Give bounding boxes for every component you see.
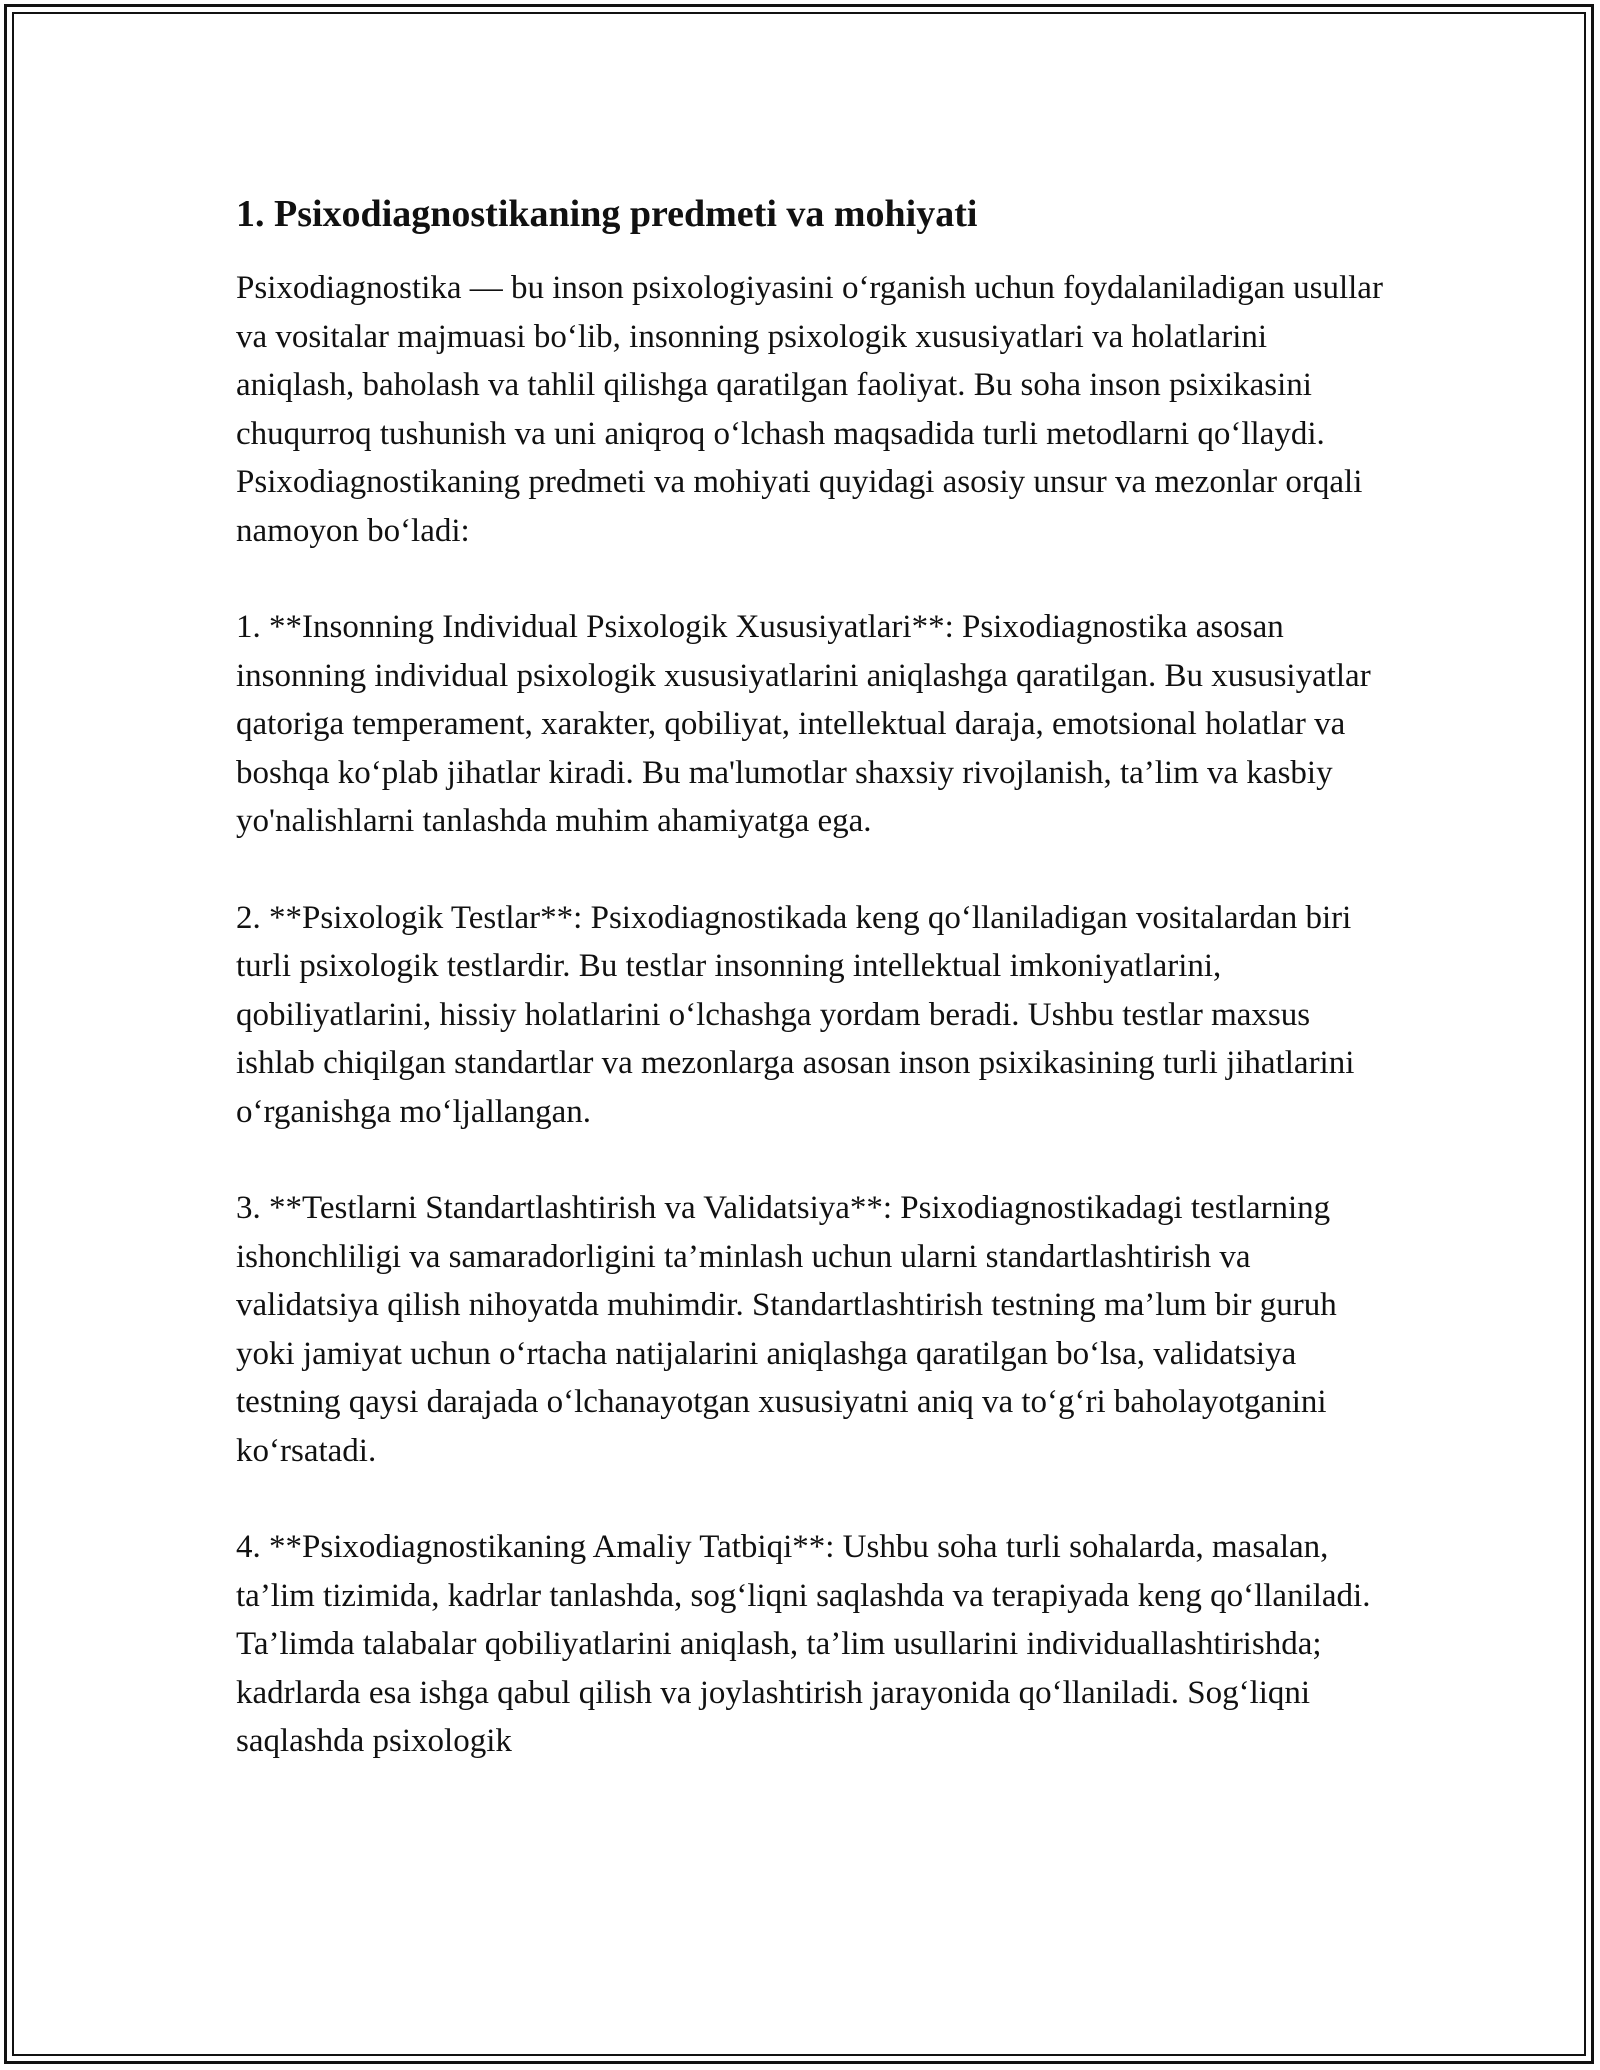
list-item-1-paragraph: 1. **Insonning Individual Psixologik Xususiyatlari**: Psixodiagnostika asosan insonning individual psixologik xususiyatlarini aniqlashga qaratilgan. Bu xususiyatlar qatoriga temperament, xarakter, qobiliyat, intellektual daraja, emotsional holatlar va boshqa ko‘plab jihatlar kiradi. Bu ma'lumotlar shaxsiy rivojlanish, ta’lim va kasbiy yo'nalishlarni tanlashda muhim ahamiyatga ega. xyxy=(236,609,1371,839)
section-heading: 1. Psixodiagnostikaning predmeti va mohiyati xyxy=(236,193,978,235)
intro-paragraph: Psixodiagnostika — bu inson psixologiyasini o‘rganish uchun foydalaniladigan usullar va vositalar majmuasi bo‘lib, insonning psixologik xususiyatlari va holatlarini aniqlash, baholash va tahlil qilishga qaratilgan faoliyat. Bu soha inson psixikasini chuqurroq tushunish va uni aniqroq o‘lchash maqsadida turli metodlarni qo‘llaydi. Psixodiagnostikaning predmeti va mohiyati quyidagi asosiy unsur va mezonlar orqali namoyon bo‘ladi: xyxy=(236,270,1383,549)
document-page xyxy=(236,190,1386,1814)
list-item-3-paragraph: 3. **Testlarni Standartlashtirish va Validatsiya**: Psixodiagnostikadagi testlarning ishonchliligi va samaradorligini ta’minlash uchun ularni standartlashtirish va validatsiya qilish nihoyatda muhimdir. Standartlashtirish testning ma’lum bir guruh yoki jamiyat uchun o‘rtacha natijalarini aniqlashga qaratilgan bo‘lsa, validatsiya testning qaysi darajada o‘lchanayotgan xususiyatni aniq va to‘g‘ri baholayotganini ko‘rsatadi. xyxy=(236,1190,1337,1469)
list-item-4-paragraph: 4. **Psixodiagnostikaning Amaliy Tatbiqi**: Ushbu soha turli sohalarda, masalan, ta’lim tizimida, kadrlar tanlashda, sog‘liqni saqlashda va terapiyada keng qo‘llaniladi. Ta’limda talabalar qobiliyatlarini aniqlash, ta’lim usullarini individuallashtirishda; kadrlarda esa ishga qabul qilish va joylashtirish jarayonida qo‘llaniladi. Sog‘liqni saqlashda psixologik xyxy=(236,1529,1371,1759)
list-item-2-paragraph: 2. **Psixologik Testlar**: Psixodiagnostikada keng qo‘llaniladigan vositalardan biri turli psixologik testlardir. Bu testlar insonning intellektual imkoniyatlarini, qobiliyatlarini, hissiy holatlarini o‘lchashga yordam beradi. Ushbu testlar maxsus ishlab chiqilgan standartlar va mezonlarga asosan inson psixikasining turli jihatlarini o‘rganishga mo‘ljallangan. xyxy=(236,899,1355,1130)
